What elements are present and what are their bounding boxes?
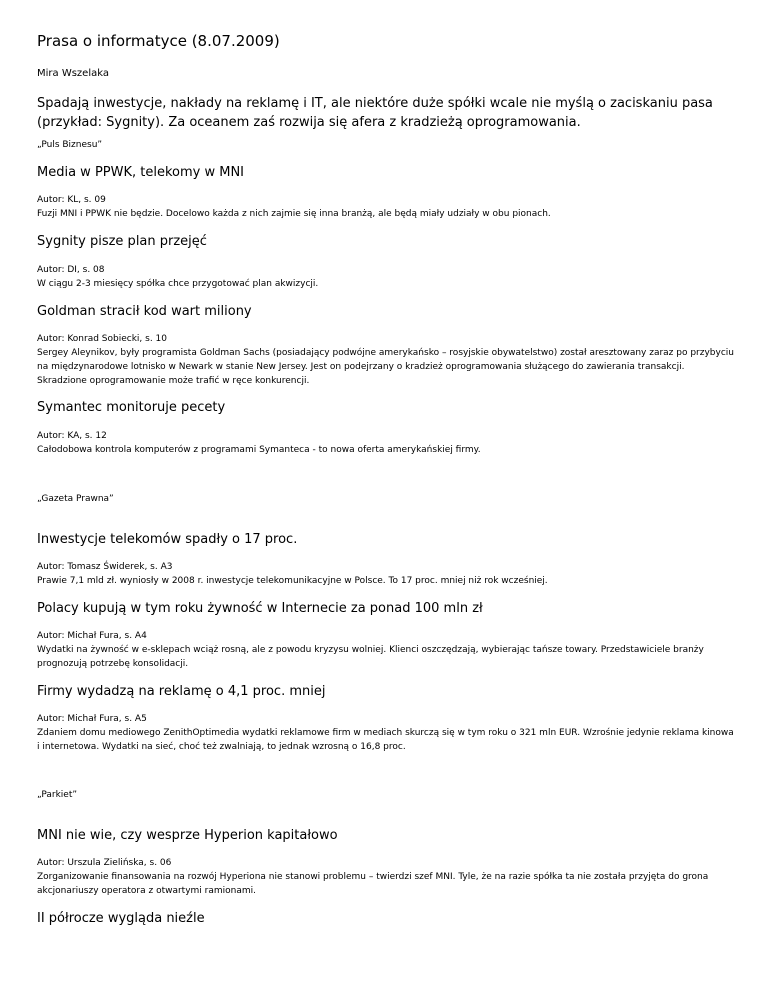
article-headline: Sygnity pisze plan przejęć: [37, 234, 207, 249]
document-author: Mira Wszelaka: [37, 68, 109, 79]
article-headline: II półrocze wygląda nieźle: [37, 911, 205, 926]
article-summary: Sergey Aleynikov, były programista Goldman Sachs (posiadający podwójne amerykańsko – rosyjskie obywatelstwo) został aresztowany zaraz po przybyciu na międzynarodowe lotnisko w Newark w stanie New Jersey. Jest on podejrzany o kradzież oprogramowania służącego do zawierania transakcji. Skradzione oprogramowanie może trafić w ręce konkurencji.: [37, 348, 735, 386]
article-meta: Autor: Tomasz Świderek, s. A3: [37, 562, 173, 572]
article-headline: Symantec monitoruje pecety: [37, 400, 226, 415]
document-lead: Spadają inwestycje, nakłady na reklamę i IT, ale niektóre duże spółki wcale nie myślą o zaciskaniu pasa (przykład: Sygnity). Za oceanem zaś rozwija się afera z kradzieżą oprogramowania.: [37, 96, 713, 130]
article-headline: Inwestycje telekomów spadły o 17 proc.: [37, 532, 298, 547]
article-headline: MNI nie wie, czy wesprze Hyperion kapitałowo: [37, 828, 338, 843]
article-meta: Autor: Michał Fura, s. A5: [37, 714, 147, 724]
article-summary: W ciągu 2-3 miesięcy spółka chce przygotować plan akwizycji.: [37, 279, 319, 289]
article-meta: Autor: KA, s. 12: [37, 431, 107, 441]
article-summary: Zorganizowanie finansowania na rozwój Hyperiona nie stanowi problemu – twierdzi szef MNI. Tyle, że na razie spółka ta nie została przyjęta do grona akcjonariuszy operatora z otwartymi ramionami.: [37, 872, 709, 896]
article-meta: Autor: DI, s. 08: [37, 265, 105, 275]
article-headline: Firmy wydadzą na reklamę o 4,1 proc. mniej: [37, 684, 326, 699]
source-gazeta-prawna: „Gazeta Prawna”: [37, 494, 114, 504]
article-summary: Fuzji MNI i PPWK nie będzie. Docelowo każda z nich zajmie się inna branżą, ale będą miały udziały w obu pionach.: [37, 209, 551, 219]
article-meta: Autor: KL, s. 09: [37, 195, 106, 205]
article-meta: Autor: Michał Fura, s. A4: [37, 631, 147, 641]
article-headline: Media w PPWK, telekomy w MNI: [37, 165, 245, 180]
document-title: Prasa o informatyce (8.07.2009): [37, 32, 280, 50]
article-meta: Autor: Urszula Zielińska, s. 06: [37, 858, 172, 868]
article-summary: Całodobowa kontrola komputerów z programami Symanteca - to nowa oferta amerykańskiej firmy.: [37, 445, 481, 455]
article-meta: Autor: Konrad Sobiecki, s. 10: [37, 334, 167, 344]
article-headline: Goldman stracił kod wart miliony: [37, 304, 252, 319]
source-parkiet: „Parkiet”: [37, 790, 78, 800]
article-summary: Wydatki na żywność w e-sklepach wciąż rosną, ale z powodu kryzysu wolniej. Klienci oszczędzają, wybierając tańsze towary. Przedstawiciele branży prognozują potrzebę konsolidacji.: [37, 645, 704, 669]
article-headline: Polacy kupują w tym roku żywność w Internecie za ponad 100 mln zł: [37, 601, 483, 616]
article-summary: Zdaniem domu mediowego ZenithOptimedia wydatki reklamowe firm w mediach skurczą się w tym roku o 321 mln EUR. Wzrośnie jedynie reklama kinowa i internetowa. Wydatki na sieć, choć też zwalniają, to jednak wzrosną o 16,8 proc.: [37, 728, 734, 752]
article-summary: Prawie 7,1 mld zł. wyniosły w 2008 r. inwestycje telekomunikacyjne w Polsce. To 17 proc. mniej niż rok wcześniej.: [37, 576, 548, 586]
source-puls-biznesu: „Puls Biznesu”: [37, 140, 103, 150]
